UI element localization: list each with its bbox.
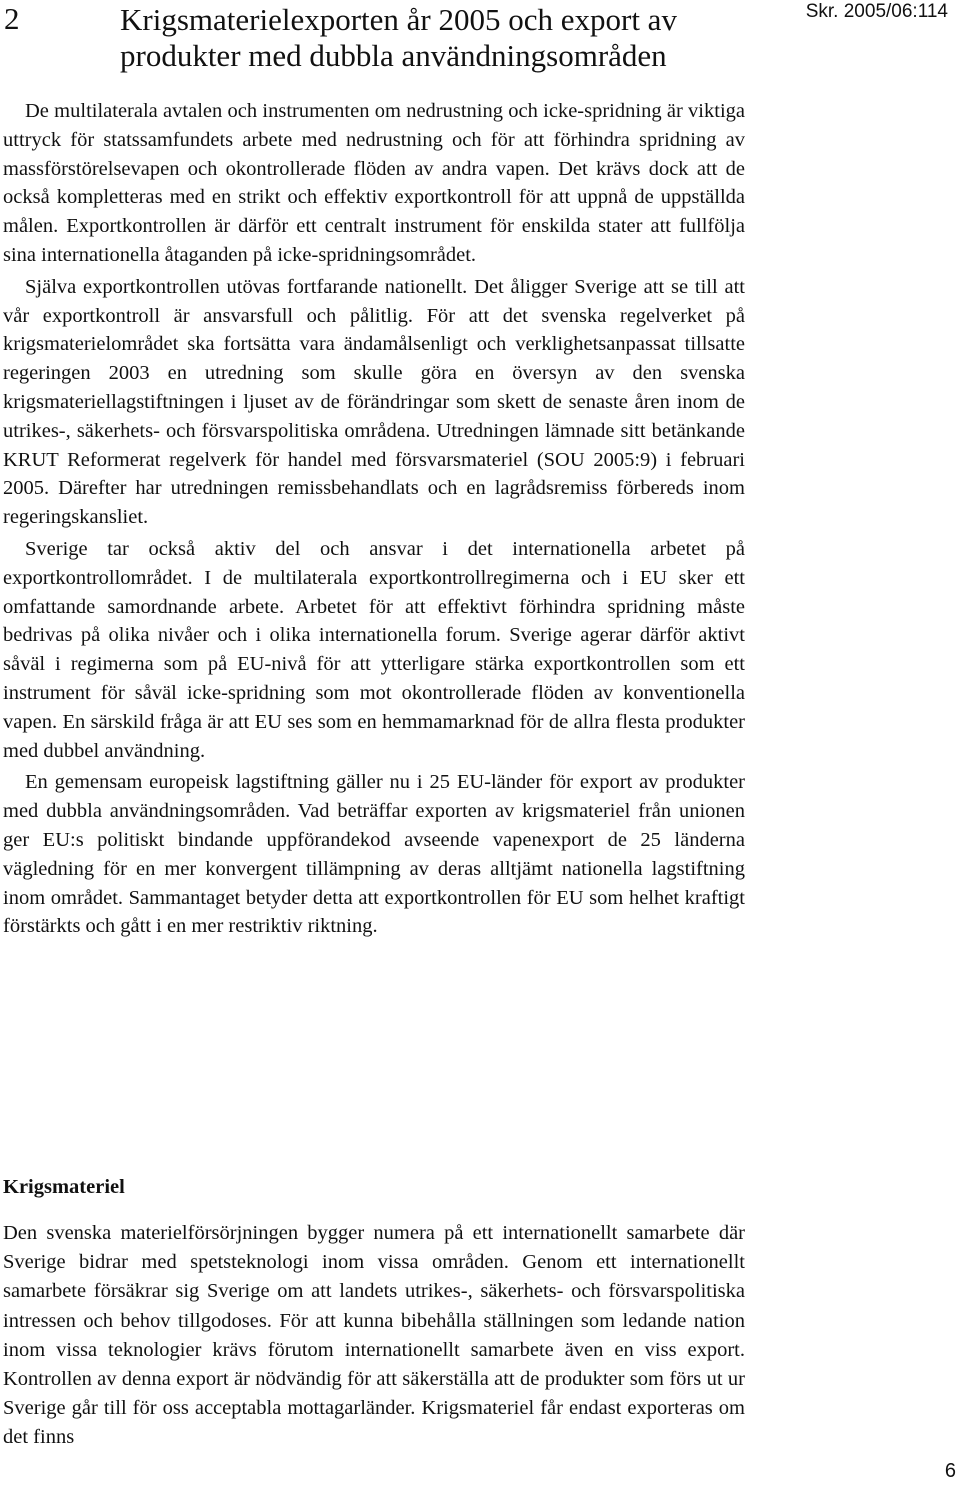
paragraph: Den svenska materielförsörjningen bygger numera på ett internationellt samarbete där Sverige bidrar med spetsteknologi inom vissa områden. Genom ett internationellt samarbete försäkrar sig Sverige om att landets utrikes-, säkerhets- och försvarspolitiska intressen och behov tillgodoses. För att kunna bibehålla ställningen som ledande nation inom vissa teknologier krävs förutom internationellt samarbete även en viss export. Kontrollen av denna export är nödvändig för att säkerställa att de produkter som förs ut ur Sverige går till för oss acceptabla mottagarländer. Krigsmateriel får endast exporteras om det finns (3, 1222, 745, 1449)
paragraph: Sverige tar också aktiv del och ansvar i det internationella arbetet på exportkontrollområdet. I de multilaterala exportkontrollregimerna och i EU sker ett omfattande samordnande arbete. Arbetet för att effektivt förhindra spridning måste bedrivas på olika nivåer och i olika internationella forum. Sverige agerar därför aktivt såväl i regimerna som på EU-nivå för att ytterligare stärka exportkontrollen som ett instrument för såväl icke-spridning som mot okontrollerade flöden av konventionella vapen. En särskild fråga är att EU ses som en hemmamarknad för de allra flesta produkter med dubbel användning. (3, 537, 745, 762)
section-2-body (3, 1219, 745, 1453)
paragraph: De multilaterala avtalen och instrumenten om nedrustning och icke-spridning är viktiga uttryck för statssamfundets arbete med nedrustning och för att förhindra spridning av massförstörelsevapen och okontrollerade flöden av andra vapen. Det krävs dock att de också kompletteras med en strikt och effektiv exportkontroll för att uppnå de uppställda målen. Exportkontrollen är därför ett centralt instrument för enskilda stater att fullfölja sina internationella åtaganden på icke-spridningsområdet. (3, 100, 745, 266)
chapter-number: 2 (4, 1, 20, 36)
section-1-body (3, 97, 745, 941)
chapter-title: Krigsmaterielexporten år 2005 och export av produkter med dubbla användningsområden (120, 2, 677, 73)
document-reference: Skr. 2005/06:114 (805, 1, 948, 22)
paragraph: En gemensam europeisk lagstiftning gäller nu i 25 EU-länder för export av produkter med dubbla användningsområden. Vad beträffar exporten av krigsmateriel från unionen ger EU:s politiskt bindande uppförandekod avseende vapenexport de 25 länderna vägledning för en mer konvergent tillämpning av deras alltjämt nationella lagstiftning inom området. Sammantaget betyder detta att exportkontrollen för EU som helhet kraftigt förstärkts och gått i en mer restriktiv riktning. (3, 771, 745, 938)
paragraph: Själva exportkontrollen utövas fortfarande nationellt. Det åligger Sverige att se till att vår exportkontroll är ansvarsfull och pålitlig. För att det svenska regelverket på krigsmaterielområdet ska fortsätta vara ändamålsenligt och verklighetsanpassat tillsatte regeringen 2003 en utredning som skulle göra en översyn av den svenska krigsmateriellagstiftningen i ljuset av de förändringar som skett de senaste åren inom de utrikes-, säkerhets- och försvarspolitiska områdena. Utredningen lämnade sitt betänkande KRUT Reformerat regelverk för handel med försvarsmateriel (SOU 2005:9) i februari 2005. Därefter har utredningen remissbehandlats och en lagrådsremiss förbereds inom regeringskansliet. (3, 275, 745, 529)
page-number: 6 (944, 1460, 956, 1482)
section-heading: Krigsmateriel (3, 1176, 125, 1198)
